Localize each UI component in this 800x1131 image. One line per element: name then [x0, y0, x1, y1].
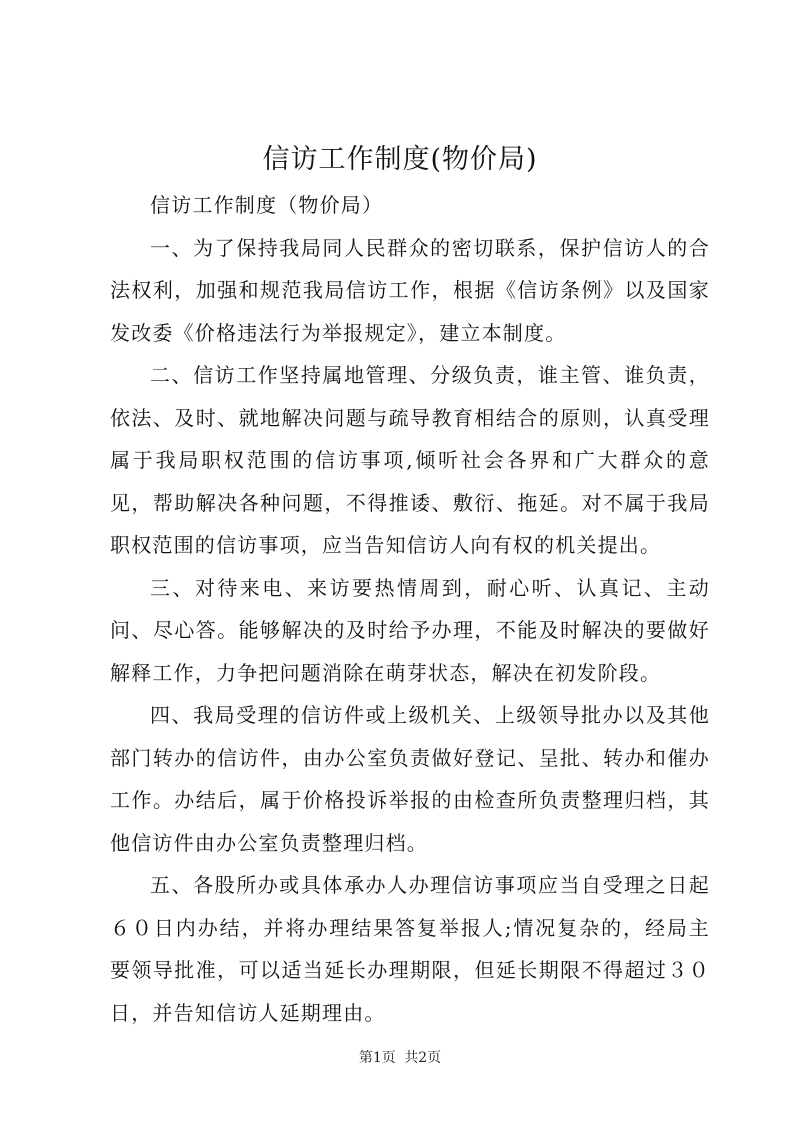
- page-total: 共2页: [404, 1050, 442, 1066]
- page-footer: [0, 1048, 800, 1068]
- paragraph-4: 四、我局受理的信访件或上级机关、上级领导批办以及其他部门转办的信访件，由办公室负责做好登记、呈批、转办和催办工作。办结后，属于价格投诉举报的由检查所负责整理归档，其他信访件由办公室负责整理归档。: [110, 703, 710, 855]
- page-number: 第1页: [358, 1050, 396, 1066]
- paragraph-5: 五、各股所办或具体承办人办理信访事项应当自受理之日起６０日内办结，并将办理结果答复举报人;情况复杂的，经局主要领导批准，可以适当延长办理期限，但延长期限不得超过３０日，并告知信访人延期理由。: [110, 873, 710, 1025]
- paragraph-subtitle: 信访工作制度（物价局）: [150, 193, 384, 217]
- document-title: 信访工作制度(物价局): [262, 144, 538, 175]
- document-body: [110, 184, 710, 1034]
- paragraph-2: 二、信访工作坚持属地管理、分级负责，谁主管、谁负责，依法、及时、就地解决问题与疏导教育相结合的原则，认真受理属于我局职权范围的信访事项,倾听社会各界和广大群众的意见，帮助解决各种问题，不得推诿、敷衍、拖延。对不属于我局职权范围的信访事项，应当告知信访人向有权的机关提出。: [110, 363, 710, 557]
- paragraph-3: 三、对待来电、来访要热情周到，耐心听、认真记、主动问、尽心答。能够解决的及时给予办理，不能及时解决的要做好解释工作，力争把问题消除在萌芽状态，解决在初发阶段。: [110, 575, 710, 685]
- paragraph-1: 一、为了保持我局同人民群众的密切联系，保护信访人的合法权利，加强和规范我局信访工作，根据《信访条例》以及国家发改委《价格违法行为举报规定》，建立本制度。: [110, 235, 710, 345]
